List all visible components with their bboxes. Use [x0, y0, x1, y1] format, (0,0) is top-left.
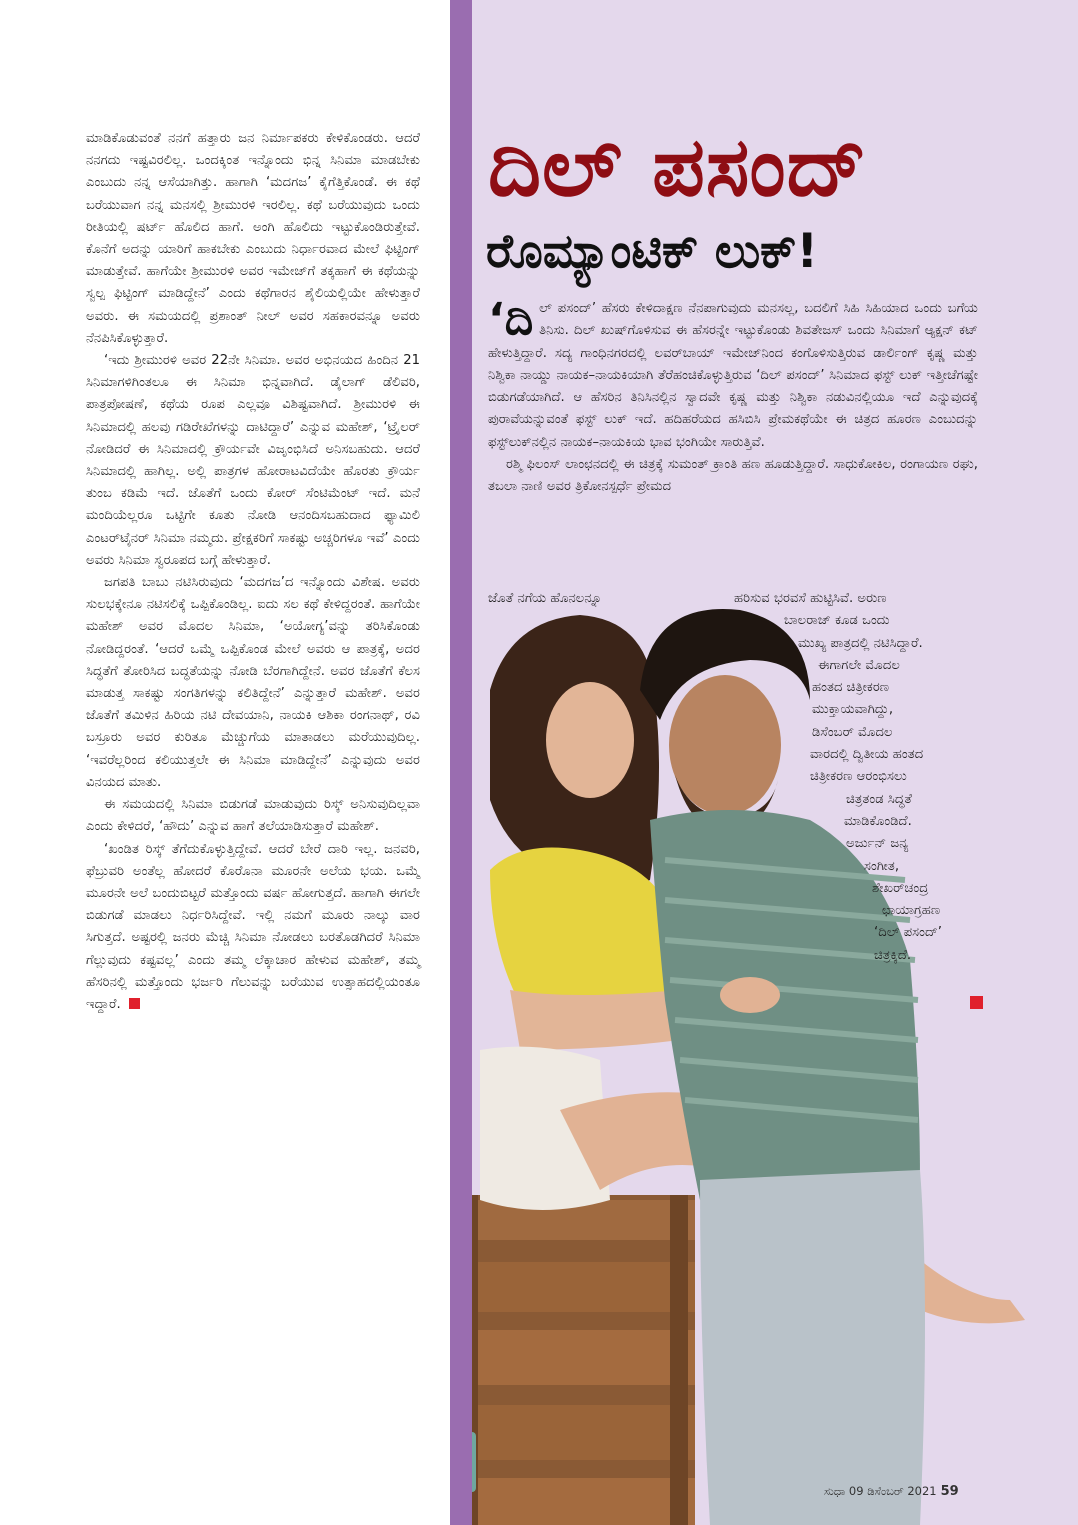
wrapped-text-line: ಮಾಡಿಕೊಂಡಿದೆ. — [844, 813, 912, 829]
left-article-column — [86, 128, 420, 1016]
article-paragraph-last — [86, 839, 420, 1017]
magazine-issue: ಸುಧಾ 09 ಡಿಸೆಂಬರ್ 2021 — [824, 1484, 937, 1498]
wrapped-text-line: ಛಾಯಾಗ್ರಹಣ — [882, 903, 941, 919]
headline-subtitle: ರೊಮ್ಯಾಂಟಿಕ್ ಲುಕ್! — [486, 224, 818, 279]
wrapped-text-line: ಜೊತೆ ನಗೆಯ ಹೊನಲನ್ನೂ — [488, 591, 602, 606]
article-paragraph: ಈ ಸಮಯದಲ್ಲಿ ಸಿನಿಮಾ ಬಿಡುಗಡೆ ಮಾಡುವುದು ರಿಸ್ಕ್ ಅನಿಸುವುದಿಲ್ಲವಾ ಎಂದು ಕೇಳಿದರೆ, ‘ಹೌದು’ ಎನ್ನುವ ಹಾಗೆ ತಲೆಯಾಡಿಸುತ್ತಾರೆ ಮಹೇಶ್. — [86, 797, 420, 835]
page-number: 59 — [940, 1484, 959, 1499]
panel-stripe — [450, 0, 472, 1525]
headline-title: ದಿಲ್ ಪಸಂದ್ — [488, 120, 868, 215]
wrapped-text-line: ಡಿಸೆಂಬರ್ ಮೊದಲ — [812, 724, 893, 740]
wrapped-text-line: ಸಂಗೀತ, — [864, 858, 900, 874]
end-of-feature-mark — [970, 996, 983, 1009]
wrapped-text-line: ಮುಕ್ತಾಯವಾಗಿದ್ದು, — [812, 702, 894, 718]
wrapped-text-line: ಮುಖ್ಯ ಪಾತ್ರದಲ್ಲಿ ನಟಿಸಿದ್ದಾರೆ. — [798, 635, 923, 651]
article-paragraph: ಜಗಪತಿ ಬಾಬು ನಟಿಸಿರುವುದು ‘ಮದಗಜ’ದ ಇನ್ನೊಂದು ವಿಶೇಷ. ಅವರು ಸುಲಭಕ್ಕೇನೂ ನಟಿಸಲಿಕ್ಕೆ ಒಪ್ಪಿಕೊಂಡಿಲ್ಲ. ಐದು ಸಲ ಕಥೆ ಕೇಳಿದ್ದರಂತೆ. ಹಾಗೆಯೇ ಮಹೇಶ್ ಅವರ ಮೊದಲ ಸಿನಿಮಾ, ‘ಅಯೋಗ್ಯ’ವನ್ನು ತರಿಸಿಕೊಂಡು ನೋಡಿದ್ದರಂತೆ. ‘ಆದರೆ ಒಮ್ಮೆ ಒಪ್ಪಿಕೊಂಡ ಮೇಲೆ ಅವರು ಆ ಪಾತ್ರಕ್ಕೆ, ಅದರ ಸಿದ್ಧತೆಗೆ ತೋರಿಸಿದ ಬದ್ಧತೆಯನ್ನು ನೋಡಿ ಬೆರಗಾಗಿದ್ದೇನೆ. ಅವರ ಜೊತೆಗೆ ಕೆಲಸ ಮಾಡುತ್ತ ಸಾಕಷ್ಟು ಸಂಗತಿಗಳನ್ನು ಕಲಿತಿದ್ದೇನೆ’ ಎನ್ನುತ್ತಾರೆ ಮಹೇಶ್. ಅವರ ಜೊತೆಗೆ ತಮಿಳಿನ ಹಿರಿಯ ನಟಿ ದೇವಯಾನಿ, ನಾಯಕಿ ಆಶಿಕಾ ರಂಗನಾಥ್, ರವಿ ಬಸ್ರೂರು ಅವರ ಕುರಿತೂ ಮೆಚ್ಚುಗೆಯ ಮಾತಾಡಲು ಮರೆಯುವುದಿಲ್ಲ. ‘ಇವರೆಲ್ಲರಿಂದ ಕಲಿಯುತ್ತಲೇ ಈ ಸಿನಿಮಾ ಮಾಡಿದ್ದೇನೆ’ ಎನ್ನುವುದು ಅವರ ವಿನಯದ ಮಾತು. — [86, 575, 420, 790]
intro-paragraph-text: ಲ್ ಪಸಂದ್’ ಹೆಸರು ಕೇಳಿದಾಕ್ಷಣ ನೆನಪಾಗುವುದು ಮನಸಲ್ಲ, ಬದಲಿಗೆ ಸಿಹಿ ಸಿಹಿಯಾದ ಒಂದು ಬಗೆಯ ತಿನಿಸು. ದಿಲ್ ಖುಷ್‌ಗೊಳಿಸುವ ಈ ಹೆಸರನ್ನೇ ಇಟ್ಟುಕೊಂಡು ಶಿವತೇಜಸ್ ಒಂದು ಸಿನಿಮಾಗೆ ಆ್ಯಕ್ಷನ್ ಕಟ್ ಹೇಳುತ್ತಿದ್ದಾರೆ. ಸದ್ಯ ಗಾಂಧಿನಗರದಲ್ಲಿ ಲವರ್‌ಬಾಯ್ ಇಮೇಜ್‌ನಿಂದ ಕಂಗೊಳಿಸುತ್ತಿರುವ ಡಾರ್ಲಿಂಗ್ ಕೃಷ್ಣ ಮತ್ತು ನಿಶ್ವಿಕಾ ನಾಯ್ಡು ನಾಯಕ–ನಾಯಕಿಯಾಗಿ ತೆರೆಹಂಚಿಕೊಳ್ಳುತ್ತಿರುವ ‘ದಿಲ್ ಪಸಂದ್’ ಸಿನಿಮಾದ ಫಸ್ಟ್ ಲುಕ್ ಇತ್ತೀಚೆಗಷ್ಟೇ ಬಿಡುಗಡೆಯಾಗಿದೆ. ಆ ಹೆಸರಿನ ತಿನಿಸಿನಲ್ಲಿನ ಸ್ವಾದವೇ ಕೃಷ್ಣ ಮತ್ತು ನಿಶ್ವಿಕಾ ನಡುವಿನಲ್ಲಿಯೂ ಇದೆ ಎನ್ನುವುದಕ್ಕೆ ಪುರಾವೆಯನ್ನುವಂತೆ ಫಸ್ಟ್ ಲುಕ್ ಇದೆ. ಹದಿಹರೆಯದ ಹಸಿಬಿಸಿ ಪ್ರೇಮಕಥೆಯೇ ಈ ಚಿತ್ರದ ಹೂರಣ ಎಂಬುದನ್ನು ಫಸ್ಟ್‌ಲುಕ್‌ನಲ್ಲಿನ ನಾಯಕ–ನಾಯಕಿಯ ಭಾವ ಭಂಗಿಯೇ ಸಾರುತ್ತಿವೆ. — [488, 301, 978, 450]
woman-hand — [720, 977, 780, 1013]
article-paragraph: ‘ಇದು ಶ್ರೀಮುರಳಿ ಅವರ 22ನೇ ಸಿನಿಮಾ. ಅವರ ಅಭಿನಯದ ಹಿಂದಿನ 21 ಸಿನಿಮಾಗಳಿಗಿಂತಲೂ ಈ ಸಿನಿಮಾ ಭಿನ್ನವಾಗಿದೆ. ಡೈಲಾಗ್ ಡೆಲಿವರಿ, ಪಾತ್ರಪೋಷಣೆ, ಕಥೆಯ ರೂಪ ಎಲ್ಲವೂ ವಿಶಿಷ್ಟವಾಗಿದೆ. ಶ್ರೀಮುರಳಿ ಈ ಸಿನಿಮಾದಲ್ಲಿ ಹಲವು ಗಡಿರೇಖೆಗಳನ್ನು ದಾಟಿದ್ದಾರೆ’ ಎನ್ನುವ ಮಹೇಶ್, ‘ಟ್ರೈಲರ್ ನೋಡಿದರೆ ಈ ಸಿನಿಮಾದಲ್ಲಿ ಕ್ರೌರ್ಯವೇ ವಿಜೃಂಭಿಸಿದೆ ಅನಿಸಬಹುದು. ಆದರೆ ಸಿನಿಮಾದಲ್ಲಿ ಹಾಗಿಲ್ಲ. ಅಲ್ಲಿ ಪಾತ್ರಗಳ ಹೋರಾಟವಿದೆಯೇ ಹೊರತು ಕ್ರೌರ್ಯ ತುಂಬ ಕಡಿಮೆ ಇದೆ. ಜೊತೆಗೆ ಒಂದು ಕೋರ್ ಸೆಂಟಿಮೆಂಟ್ ಇದೆ. ಮನೆ ಮಂದಿಯೆಲ್ಲರೂ ಒಟ್ಟಿಗೇ ಕೂತು ನೋಡಿ ಆನಂದಿಸಬಹುದಾದ ಫ್ಯಾಮಿಲಿ ಎಂಟರ್‌ಟೈನರ್ ಸಿನಿಮಾ ನಮ್ಮದು. ಪ್ರೇಕ್ಷಕರಿಗೆ ಸಾಕಷ್ಟು ಅಚ್ಚರಿಗಳೂ ಇವೆ’ ಎಂದು ಅವರು ಸಿನಿಮಾ ಸ್ವರೂಪದ ಬಗ್ಗೆ ಹೇಳುತ್ತಾರೆ. — [86, 353, 420, 568]
man-jeans — [700, 1170, 925, 1525]
wrapped-text-line: ಈಗಾಗಲೇ ಮೊದಲ — [818, 657, 900, 673]
wrapped-text-line: ಹರಿಸುವ ಭರವಸೆ ಹುಟ್ಟಿಸಿವೆ. ಅರುಣ — [734, 591, 887, 606]
drop-cap: ‘ದಿ — [488, 294, 534, 345]
feature-intro — [488, 294, 978, 499]
wrapped-text-line: ಹಂತದ ಚಿತ್ರೀಕರಣ — [812, 680, 890, 696]
article-paragraph-text: ‘ಖಂಡಿತ ರಿಸ್ಕ್ ತೆಗೆದುಕೊಳ್ಳುತ್ತಿದ್ದೇವೆ. ಆದರೆ ಬೇರೆ ದಾರಿ ಇಲ್ಲ. ಜನವರಿ, ಫೆಬ್ರುವರಿ ಅಂತೆಲ್ಲ ಹೋದರೆ ಕೊರೊನಾ ಮೂರನೇ ಅಲೆಯ ಭಯ. ಒಮ್ಮೆ ಮೂರನೇ ಅಲೆ ಬಂದುಬಿಟ್ಟರೆ ಮತ್ತೊಂದು ವರ್ಷ ಹೋಗುತ್ತದೆ. ಹಾಗಾಗಿ ಈಗಲೇ ಬಿಡುಗಡೆ ಮಾಡಲು ನಿರ್ಧರಿಸಿದ್ದೇವೆ. ಇಲ್ಲಿ ನಮಗೆ ಮೂರು ನಾಲ್ಕು ವಾರ ಸಿಗುತ್ತದೆ. ಅಷ್ಟರಲ್ಲಿ ಜನರು ಮೆಚ್ಚಿ ಸಿನಿಮಾ ನೋಡಲು ಬರತೊಡಗಿದರೆ ಸಿನಿಮಾ ಗೆಲ್ಲುವುದು ಕಷ್ಟವಲ್ಲ’ ಎಂದು ತಮ್ಮ ಲೆಕ್ಕಾಚಾರ ಹೇಳುವ ಮಹೇಶ್, ತಮ್ಮ ಹೆಸರಿನಲ್ಲಿ ಮತ್ತೊಂದು ಭರ್ಜರಿ ಗೆಲುವನ್ನು ಬರೆಯುವ ಉತ್ಸಾಹದಲ್ಲಿಯಂತೂ ಇದ್ದಾರೆ. — [86, 841, 420, 1012]
wrapped-text-line: ಚಿತ್ರೀಕರಣ ಆರಂಭಿಸಲು — [810, 769, 907, 785]
wrapped-text-line: ಚಿತ್ರತಂಡ ಸಿದ್ಧತೆ — [846, 791, 912, 807]
wrapped-text-line: ಶೇಖರ್‌ಚಂದ್ರ — [872, 880, 929, 896]
wrapped-text-line: ಚಿತ್ರಕ್ಕಿದೆ. — [874, 947, 912, 963]
wrapped-text-block — [488, 588, 978, 967]
article-paragraph: ಮಾಡಿಕೊಡುವಂತೆ ನನಗೆ ಹತ್ತಾರು ಜನ ನಿರ್ಮಾಪಕರು ಕೇಳಿಕೊಂಡರು. ಆದರೆ ನನಗದು ಇಷ್ಟವಿರಲಿಲ್ಲ. ಒಂದಕ್ಕಿಂತ ಇನ್ನೊಂದು ಭಿನ್ನ ಸಿನಿಮಾ ಮಾಡಬೇಕು ಎಂಬುದು ನನ್ನ ಆಸೆಯಾಗಿತ್ತು. ಹಾಗಾಗಿ ‘ಮದಗಜ’ ಕೈಗೆತ್ತಿಕೊಂಡೆ. ಈ ಕಥೆ ಬರೆಯುವಾಗ ನನ್ನ ಮನಸಲ್ಲಿ ಶ್ರೀಮುರಳಿ ಇರಲಿಲ್ಲ. ಕಥೆ ಬರೆಯುವುದು ಒಂದು ರೀತಿಯಲ್ಲಿ ಷರ್ಟ್ ಹೊಲಿದ ಹಾಗೆ. ಅಂಗಿ ಹೊಲಿದು ಇಟ್ಟುಕೊಂಡಿರುತ್ತೇವೆ. ಕೊನೆಗೆ ಅದನ್ನು ಯಾರಿಗೆ ಹಾಕಬೇಕು ಎಂಬುದು ನಿರ್ಧಾರವಾದ ಮೇಲೆ ಫಿಟ್ಟಿಂಗ್ ಮಾಡುತ್ತೇವೆ. ಹಾಗೆಯೇ ಶ್ರೀಮುರಳಿ ಅವರ ಇಮೇಜ್‌ಗೆ ತಕ್ಕಹಾಗೆ ಈ ಕಥೆಯನ್ನು ಸ್ವಲ್ಪ ಫಿಟ್ಟಿಂಗ್ ಮಾಡಿದ್ದೇನೆ’ ಎಂದು ಕಥೆಗಾರನ ಶೈಲಿಯಲ್ಲಿಯೇ ಹೇಳುತ್ತಾರೆ ಅವರು. ಈ ಸಮಯದಲ್ಲಿ ಪ್ರಶಾಂತ್ ನೀಲ್ ಅವರ ಸಹಕಾರವನ್ನೂ ಅವರು ನೆನಪಿಸಿಕೊಳ್ಳುತ್ತಾರೆ. — [86, 131, 420, 346]
intro-paragraph — [488, 294, 978, 454]
wrapped-text-line: ವಾರದಲ್ಲಿ ದ್ವಿತೀಯ ಹಂತದ — [810, 747, 924, 763]
wrapped-text-line: ಬಾಲರಾಜ್ ಕೂಡ ಒಂದು — [784, 613, 890, 629]
wrapped-text-line: ಅರ್ಜುನ್ ಜನ್ಯ — [846, 836, 909, 852]
end-of-article-mark — [129, 998, 140, 1009]
page-footer — [824, 1484, 959, 1499]
wooden-crate — [450, 1195, 695, 1525]
intro-paragraph-2: ರಶ್ಮಿ ಫಿಲಂಸ್ ಲಾಂಛನದಲ್ಲಿ ಈ ಚಿತ್ರಕ್ಕೆ ಸುಮಂತ್ ಕ್ರಾಂತಿ ಹಣ ಹೂಡುತ್ತಿದ್ದಾರೆ. ಸಾಧುಕೋಕಿಲ, ರಂಗಾಯಣ ರಘು, ತಬಲಾ ನಾಣಿ ಅವರ ತ್ರಿಕೋನಸ್ಪರ್ಧೆ ಪ್ರೇಮದ — [488, 457, 978, 495]
wrapped-text-line: ‘ದಿಲ್ ಪಸಂದ್’ — [874, 925, 943, 941]
